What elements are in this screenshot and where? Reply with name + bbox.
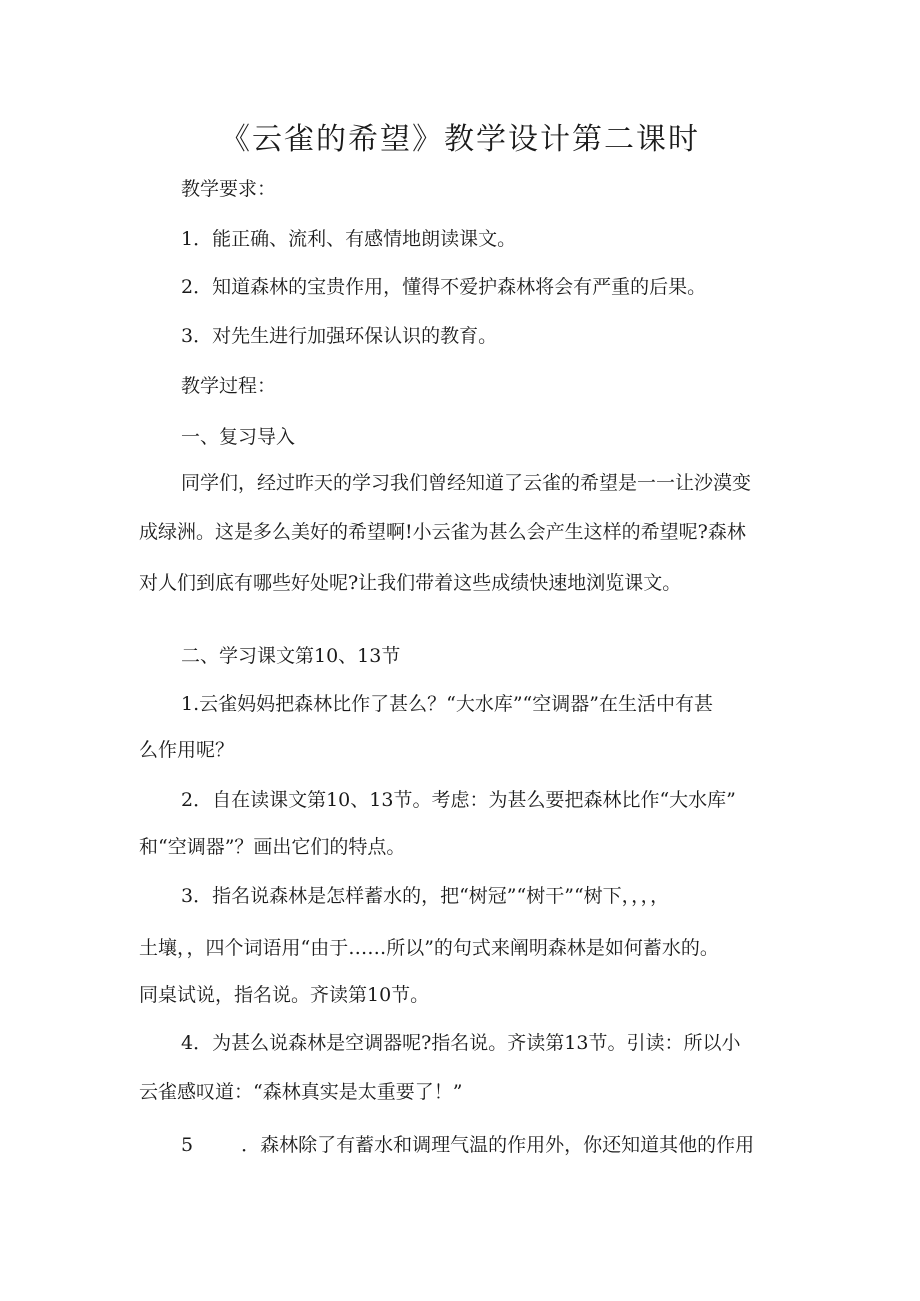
section2-heading: 二、学习课文第10、13节 bbox=[181, 645, 401, 667]
requirement-3: 3．对先生进行加强环保认识的教育。 bbox=[181, 325, 498, 347]
item1-line-2: 么作用呢？ bbox=[139, 739, 235, 761]
item4-line-1: 4．为甚么说森林是空调器呢?指名说。齐读第13节。引读：所以小 bbox=[181, 1032, 741, 1054]
item2-line-2: 和“空调器”？画出它们的特点。 bbox=[139, 836, 406, 858]
requirement-1: 1．能正确、流利、有感情地朗读课文。 bbox=[181, 228, 517, 250]
item5-line-1 bbox=[181, 1136, 754, 1155]
item3-line-3: 同桌试说，指名说。齐读第10节。 bbox=[139, 984, 430, 1006]
section1-line-3: 对人们到底有哪些好处呢?让我们带着这些成绩快速地浏览课文。 bbox=[139, 572, 682, 594]
section1-heading: 一、复习导入 bbox=[181, 426, 296, 448]
item3-line-1: 3．指名说森林是怎样蓄水的，把“树冠”“树干”“树下，，，， bbox=[181, 885, 670, 907]
item5-text: ．森林除了有蓄水和调理气温的作用外，你还知道其他的作用 bbox=[241, 1134, 755, 1156]
requirements-heading: 教学要求： bbox=[181, 178, 277, 200]
item1-line-1: 1.云雀妈妈把森林比作了甚么？“大水库”“空调器”在生活中有甚 bbox=[181, 693, 713, 715]
item2-line-1: 2．自在读课文第10、13节。考虑：为甚么要把森林比作“大水库” bbox=[181, 789, 736, 811]
section1-line-1: 同学们，经过昨天的学习我们曾经知道了云雀的希望是一一让沙漠变 bbox=[181, 472, 752, 494]
item3-line-2: 土壤，，四个词语用“由于……所以”的句式来阐明森林是如何蓄水的。 bbox=[139, 937, 719, 959]
section1-line-2: 成绿洲。这是多么美好的希望啊!小云雀为甚么会产生这样的希望呢?森林 bbox=[139, 521, 746, 543]
item5-number: 5 bbox=[181, 1134, 194, 1156]
process-heading: 教学过程： bbox=[181, 375, 277, 397]
requirement-2: 2．知道森林的宝贵作用，懂得不爱护森林将会有严重的后果。 bbox=[181, 276, 707, 298]
document-title: 《云雀的希望》教学设计第二课时 bbox=[220, 122, 700, 157]
item4-line-2: 云雀感叹道：“森林真实是太重要了！” bbox=[139, 1081, 463, 1103]
